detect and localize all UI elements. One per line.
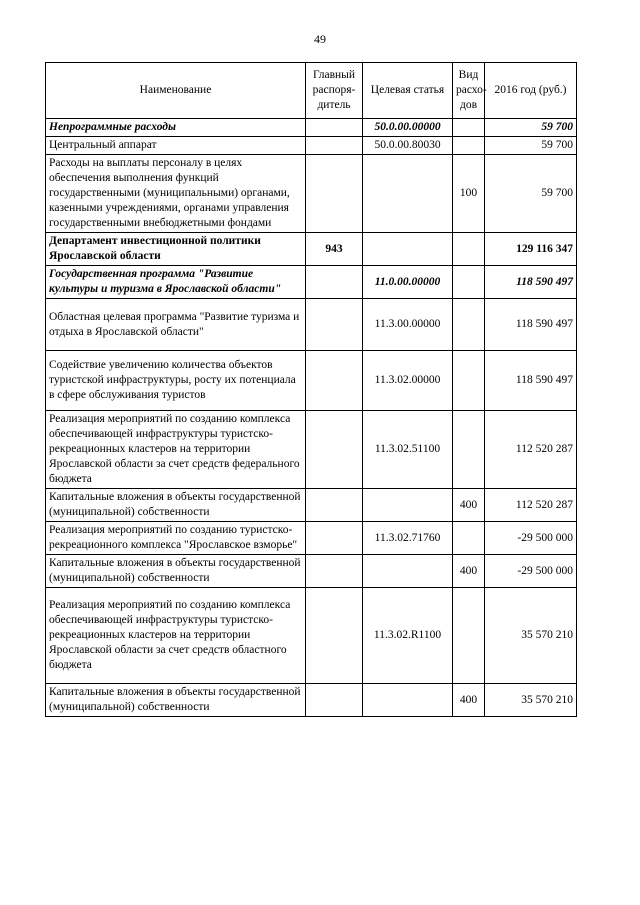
table-row (46, 489, 577, 522)
table-row (46, 588, 577, 684)
row-target (363, 684, 453, 717)
row-target: 11.3.02.R1100 (363, 588, 453, 684)
row-amount: 118 590 497 (485, 299, 577, 351)
row-target (363, 233, 453, 266)
row-amount: 59 700 (485, 137, 577, 155)
row-target: 50.0.00.80030 (363, 137, 453, 155)
budget-table (45, 62, 577, 717)
header-expense: Вид расхо-дов (453, 63, 485, 119)
row-manager (306, 155, 363, 233)
row-expense (453, 119, 485, 137)
row-target: 11.3.02.00000 (363, 351, 453, 411)
table-row (46, 411, 577, 489)
table-row (46, 155, 577, 233)
row-name: Капитальные вложения в объекты государственной (муниципальной) собственности (46, 489, 306, 522)
row-target (363, 555, 453, 588)
row-manager (306, 555, 363, 588)
table-row (46, 137, 577, 155)
row-expense: 400 (453, 555, 485, 588)
row-amount: 118 590 497 (485, 351, 577, 411)
row-amount: 35 570 210 (485, 588, 577, 684)
table-row (46, 684, 577, 717)
row-manager (306, 522, 363, 555)
row-manager (306, 119, 363, 137)
table-row (46, 266, 577, 299)
row-name: Департамент инвестиционной политики Ярославской области (46, 233, 306, 266)
row-manager (306, 299, 363, 351)
row-amount: 59 700 (485, 155, 577, 233)
row-manager (306, 411, 363, 489)
row-expense (453, 522, 485, 555)
row-manager (306, 684, 363, 717)
table-header-row (46, 63, 577, 119)
row-amount: -29 500 000 (485, 522, 577, 555)
row-name: Капитальные вложения в объекты государственной (муниципальной) собственности (46, 555, 306, 588)
row-amount: 129 116 347 (485, 233, 577, 266)
row-name: Областная целевая программа "Развитие туризма и отдыха в Ярославской области" (46, 299, 306, 351)
table-row (46, 555, 577, 588)
row-expense (453, 299, 485, 351)
row-amount: 59 700 (485, 119, 577, 137)
row-manager (306, 588, 363, 684)
row-amount: 112 520 287 (485, 411, 577, 489)
row-expense: 400 (453, 489, 485, 522)
row-expense (453, 266, 485, 299)
row-target: 11.3.00.00000 (363, 299, 453, 351)
row-target: 50.0.00.00000 (363, 119, 453, 137)
row-manager (306, 137, 363, 155)
row-amount: 35 570 210 (485, 684, 577, 717)
header-name: Наименование (46, 63, 306, 119)
row-expense: 400 (453, 684, 485, 717)
row-amount: -29 500 000 (485, 555, 577, 588)
row-expense (453, 411, 485, 489)
table-row (46, 299, 577, 351)
row-name: Капитальные вложения в объекты государственной (муниципальной) собственности (46, 684, 306, 717)
row-manager: 943 (306, 233, 363, 266)
row-name: Центральный аппарат (46, 137, 306, 155)
row-amount: 112 520 287 (485, 489, 577, 522)
row-expense: 100 (453, 155, 485, 233)
row-name: Содействие увеличению количества объектов туристской инфраструктуры, росту их потенциала в сфере обслуживания туристов (46, 351, 306, 411)
row-manager (306, 351, 363, 411)
row-name: Реализация мероприятий по созданию комплекса обеспечивающей инфраструктуры туристско-рекреационных кластеров на территории Ярославской области за счет средств федерального бюджета (46, 411, 306, 489)
row-manager (306, 489, 363, 522)
table-row (46, 351, 577, 411)
table-row (46, 119, 577, 137)
row-name: Государственная программа "Развитие культуры и туризма в Ярославской области" (46, 266, 306, 299)
row-name: Реализация мероприятий по созданию туристско-рекреационного комплекса "Ярославское взморье" (46, 522, 306, 555)
table-row (46, 522, 577, 555)
row-target (363, 489, 453, 522)
row-expense (453, 351, 485, 411)
row-target: 11.3.02.51100 (363, 411, 453, 489)
header-target: Целевая статья (363, 63, 453, 119)
row-expense (453, 588, 485, 684)
row-amount: 118 590 497 (485, 266, 577, 299)
row-target: 11.3.02.71760 (363, 522, 453, 555)
row-target (363, 155, 453, 233)
row-target: 11.0.00.00000 (363, 266, 453, 299)
header-manager: Главный распоря-дитель (306, 63, 363, 119)
row-expense (453, 137, 485, 155)
header-amount: 2016 год (руб.) (485, 63, 577, 119)
page-number: 49 (314, 32, 326, 46)
table-row (46, 233, 577, 266)
row-name: Непрограммные расходы (46, 119, 306, 137)
row-manager (306, 266, 363, 299)
row-name: Расходы на выплаты персоналу в целях обеспечения выполнения функций государственными (муниципальными) органами, казенными учреждениями, органами управления государственными внебюджетными фондами (46, 155, 306, 233)
row-name: Реализация мероприятий по созданию комплекса обеспечивающей инфраструктуры туристско-рекреационных кластеров на территории Ярославской области за счет средств областного бюджета (46, 588, 306, 684)
row-expense (453, 233, 485, 266)
